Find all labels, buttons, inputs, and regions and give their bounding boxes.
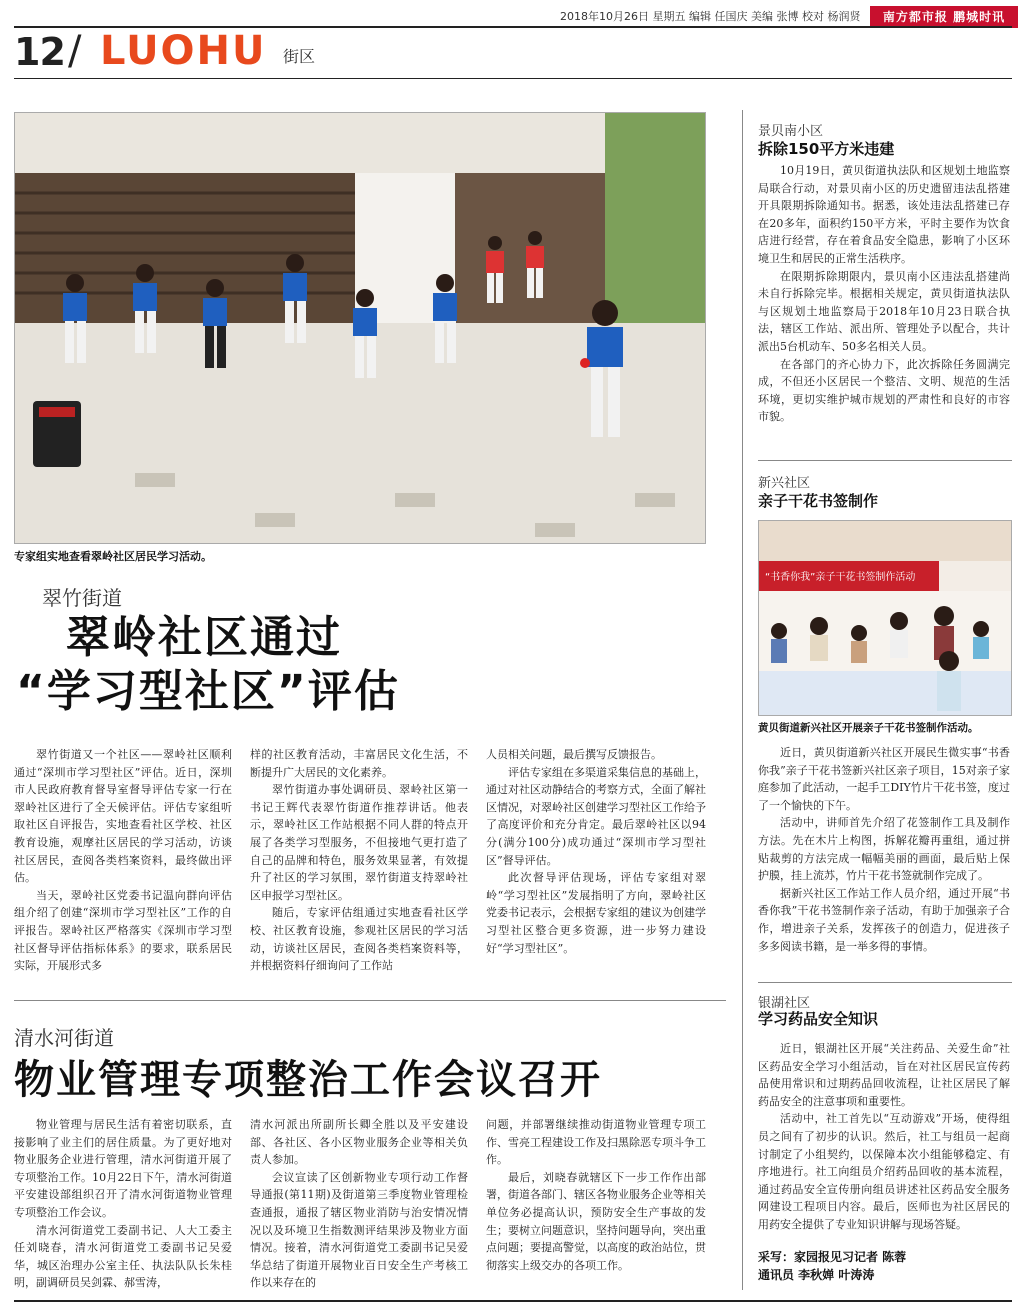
sidebar-divider bbox=[758, 982, 1012, 983]
paragraph: 此次督导评估现场，评估专家组对翠岭“学习型社区”发展指明了方向，翠岭社区党委书记表示，会根据专家组的建议为创建学习型社区整合更多资源，进一步努力建设好“学习型社区”。 bbox=[486, 871, 706, 955]
paragraph: 清水河街道党工委副书记、人大工委主任刘晓春，清水河街道党工委副书记吴爱华，城区治理办公室主任、执法队队长朱桂明，副调研员吴剑霖、郝雪涛， bbox=[14, 1223, 232, 1290]
column-rule bbox=[742, 110, 743, 1290]
bookmark-photo-illustration bbox=[759, 521, 1012, 716]
banner-text: “书香你我”亲子干花书签制作活动 bbox=[765, 572, 916, 583]
side1-headline: 拆除150平方米违建 bbox=[758, 140, 895, 158]
byline-correspondents: 通讯员 李秋婵 叶涛涛 bbox=[758, 1268, 875, 1282]
byline-reporter: 采写：家园报见习记者 陈蓉 bbox=[758, 1250, 907, 1264]
article1-headline-line1: 翠岭社区通过 bbox=[66, 612, 342, 663]
paragraph: 在限期拆除期限内，景贝南小区违法乱搭建尚未自行拆除完毕。根据相关规定，黄贝街道执法队与区规划土地监察局于2018年10月23日联合执法，辖区工作站、派出所、管理处予以配合，共计派出5台机动车、50多名相关人员。 bbox=[758, 269, 1010, 353]
paragraph: 翠竹街道又一个社区——翠岭社区顺利通过“深圳市学习型社区”评估。近日，深圳市人民政府教育督导室督导评估专家一行在翠岭社区进行了全天候评估。评估专家组听取社区自评报告，实地查看社区学校、社区教育设施，观摩社区居民的学习活动，访谈社区居民，查阅各类档案资料，最终做出评估。 bbox=[14, 748, 232, 885]
masthead-rule bbox=[14, 78, 1012, 79]
article1-column-1 bbox=[14, 746, 232, 975]
side3-kicker: 银湖社区 bbox=[758, 996, 811, 1011]
article1-column-2 bbox=[250, 746, 468, 975]
article1-headline-line2: “学习型社区”评估 bbox=[16, 666, 400, 717]
page-slash: / bbox=[68, 28, 82, 74]
side2-photo-caption: 黄贝街道新兴社区开展亲子干花书签制作活动。 bbox=[758, 722, 979, 734]
paragraph: 随后，专家评估组通过实地查看社区学校、社区教育设施，参观社区居民的学习活动，访谈社区居民，查阅各类档案资料等，并根据资料仔细询问了工作站 bbox=[250, 906, 468, 973]
paragraph: 据新兴社区工作站工作人员介绍，通过开展“书香你我”干花书签制作亲子活动，有助于加强亲子合作，增进亲子关系，发挥孩子的创造力，促进孩子多多阅读书籍，是一举多得的事情。 bbox=[758, 886, 1010, 953]
paragraph: 样的社区教育活动，丰富居民文化生活，不断提升广大居民的文化素养。 bbox=[250, 748, 468, 779]
side2-headline: 亲子干花书签制作 bbox=[758, 492, 879, 510]
paragraph: 人员相关问题，最后撰写反馈报告。 bbox=[486, 748, 662, 761]
side3-body bbox=[758, 1040, 1010, 1234]
section-subtitle: 街区 bbox=[283, 47, 316, 66]
masthead-meta: 2018年10月26日 星期五 编辑 任国庆 美编 张博 校对 杨润贤 bbox=[560, 10, 861, 23]
paragraph: 翠竹街道办事处调研员、翠岭社区第一书记王辉代表翠竹街道作推荐讲话。他表示，翠岭社区工作站根据不同人群的特点开展了各类学习型服务，不但接地气更打造了自己的品牌和特色，服务效果显著，有效提升了社区的学习氛围，翠竹街道支持翠岭社区申报学习型社区。 bbox=[250, 783, 468, 902]
sidebar-divider bbox=[758, 460, 1012, 461]
paragraph: 近日，黄贝街道新兴社区开展民生微实事“书香你我”亲子干花书签新兴社区亲子项目，15对亲子家庭参加了此活动，一起手工DIY竹片干花书签，度过了一个愉快的下午。 bbox=[758, 746, 1010, 812]
paragraph: 问题，并部署继续推动街道物业管理专项工作、雪亮工程建设工作及扫黑除恶专项斗争工作。 bbox=[486, 1118, 706, 1167]
newspaper-logo: 南方都市报 鹏城时讯 bbox=[870, 6, 1018, 28]
paragraph: 近日，银湖社区开展“关注药品、关爱生命”社区药品安全学习小组活动，旨在对社区居民宣传药品使用常识和过期药品回收流程，让社区居民了解药品安全的注意事项和重要性。 bbox=[758, 1042, 1010, 1108]
paragraph: 在各部门的齐心协力下，此次拆除任务圆满完成，不但还小区居民一个整洁、文明、规范的生活环境，更切实维护城市规划的严肃性和良好的市容市貌。 bbox=[758, 357, 1010, 424]
article2-column-1 bbox=[14, 1116, 232, 1292]
paragraph: 会议宣读了区创新物业专项行动工作督导通报(第11期)及街道第三季度物业管理检查通报，通报了辖区物业消防与治安情况情况以及环境卫生指数测评结果涉及物业方面情况。接着，清水河街道党工委副书记吴爱华总结了街道开展物业百日安全生产考核工作以来存在的 bbox=[250, 1170, 468, 1290]
article2-headline: 物业管理专项整治工作会议召开 bbox=[14, 1057, 602, 1103]
article1-kicker: 翠竹街道 bbox=[42, 586, 122, 610]
dance-photo bbox=[14, 112, 706, 544]
paragraph: 活动中，社工首先以“互动游戏”开场，使得组员之间有了初步的认识。然后，社工与组员一起商讨制定了小组契约，以保障本次小组能够稳定、有序地进行。社工向组员介绍药品回收的基本流程，通过药品安全宣传册向组员讲述社区药品安全服务网建设工程项目内容。最后，医师也为社区居民的用药安全提供了专业知识讲解与现场答疑。 bbox=[758, 1112, 1010, 1231]
article1-column-3 bbox=[486, 746, 706, 957]
bookmark-photo bbox=[758, 520, 1012, 716]
section-divider bbox=[14, 1000, 726, 1001]
side2-kicker: 新兴社区 bbox=[758, 476, 811, 491]
photo-caption: 专家组实地查看翠岭社区居民学习活动。 bbox=[14, 550, 212, 563]
article2-kicker: 清水河街道 bbox=[14, 1026, 114, 1050]
side3-headline: 学习药品安全知识 bbox=[758, 1010, 879, 1028]
side1-body bbox=[758, 162, 1010, 426]
paragraph: 评估专家组在多渠道采集信息的基础上，通过对社区动静结合的考察方式，全面了解社区情况，对翠岭社区创建学习型社区工作给予了高度评价和充分肯定。最后翠岭社区以94分(满分100分)成功通过“深圳市学习型社区”督导评估。 bbox=[486, 765, 706, 867]
bottom-rule bbox=[14, 1300, 1012, 1302]
paragraph: 活动中，讲师首先介绍了花签制作工具及制作方法。先在木片上构图，拆解花瓣再重组，通过拼贴裁剪的方法完成一幅幅美丽的画面，最后贴上保护膜，挂上流苏，竹片干花书签就制作完成了。 bbox=[758, 816, 1010, 883]
section-title: LUOHU bbox=[100, 28, 267, 74]
paragraph: 清水河派出所副所长卿全胜以及平安建设部、各社区、各小区物业服务企业等相关负责人参加。 bbox=[250, 1118, 468, 1167]
page-number: 12 bbox=[14, 30, 65, 74]
paragraph: 10月19日，黄贝街道执法队和区规划土地监察局联合行动，对景贝南小区的历史遗留违法乱搭建开具限期拆除通知书。据悉，该处违法乱搭建已存在20多年，面积约150平方米，平时主要作为饮食店进行经营，存在着食品安全隐患，影响了小区环境卫生和居民的正常生活秩序。 bbox=[758, 164, 1010, 265]
paragraph: 最后，刘晓春就辖区下一步工作作出部署，街道各部门、辖区各物业服务企业等相关单位务必提高认识，预防安全生产事故的发生；要树立问题意识，坚持问题导向，突出重点问题；要提高警觉，以高度的政治站位，贯彻落实上级交办的各项工作。 bbox=[486, 1170, 706, 1272]
article2-column-2 bbox=[250, 1116, 468, 1292]
article2-column-3 bbox=[486, 1116, 706, 1274]
side1-kicker: 景贝南小区 bbox=[758, 124, 824, 139]
side2-body bbox=[758, 744, 1010, 955]
paragraph: 物业管理与居民生活有着密切联系，直接影响了业主们的居住质量。为了更好地对物业服务企业进行管理，清水河街道开展了专项整治工作。10月22日下午，清水河街道平安建设部组织召开了清水河街道物业管理专项整治工作会议。 bbox=[14, 1118, 232, 1219]
paragraph: 当天，翠岭社区党委书记温向群向评估组介绍了创建“深圳市学习型社区”工作的自评报告。翠岭社区严格落实《深圳市学习型社区督导评估指标体系》的要求，联系居民实际，开展形式多 bbox=[14, 888, 232, 973]
dance-photo-illustration bbox=[15, 113, 706, 544]
